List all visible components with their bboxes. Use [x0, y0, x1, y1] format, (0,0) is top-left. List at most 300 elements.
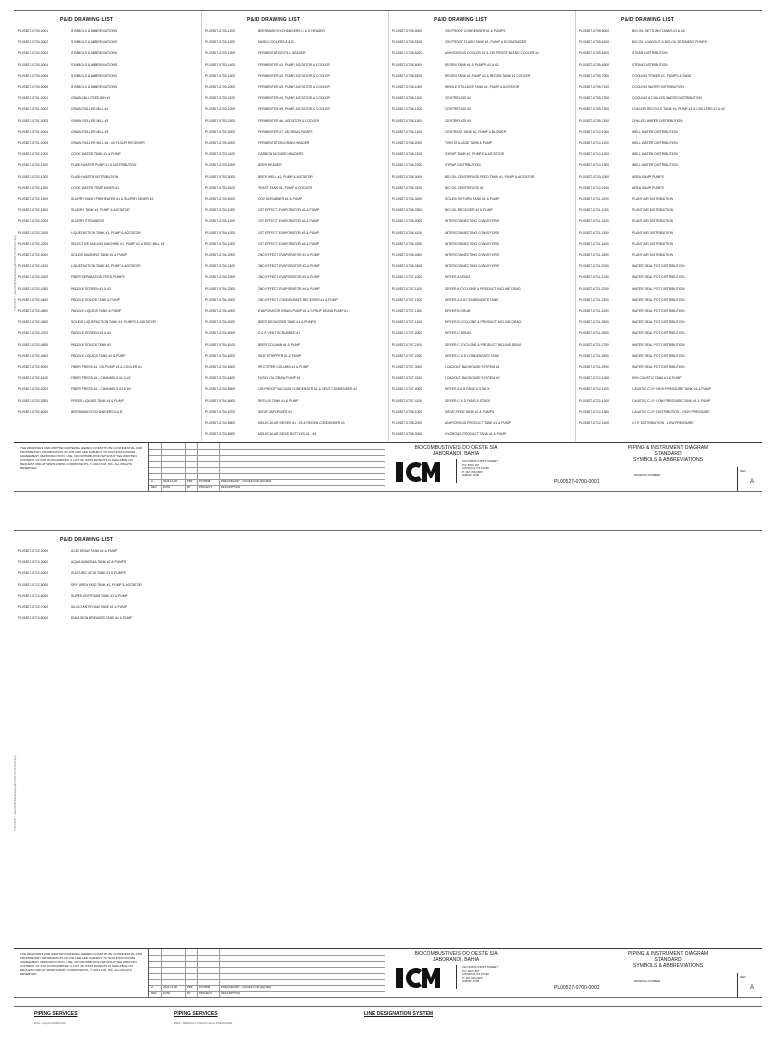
- drawing-list-row: [201, 195, 388, 204]
- drawing-number: PL00527-0702-4400: [18, 297, 49, 302]
- address-line: 310 NORTH FIRST STREET: [462, 965, 498, 969]
- drawing-description: PADDLE LIQUIDS TANK #2 & PUMP: [71, 353, 126, 358]
- drawing-description: DRYER A & B FANS & STACK: [445, 387, 490, 392]
- drawing-number-value: PL00527-0700-0001: [554, 479, 600, 485]
- drawing-description: DRYER A DRUM: [445, 275, 471, 280]
- revision-by: BY: [187, 991, 191, 995]
- revision-desc: DESCRIPTION: [221, 485, 241, 489]
- drawing-list-row: [201, 27, 388, 36]
- drawing-number: PL00527-0712-5000: [18, 582, 49, 587]
- drawing-list-row: [201, 385, 388, 394]
- drawing-list-row: [388, 374, 575, 383]
- drawing-description: WATER SEAL POT DISTRIBUTION: [632, 365, 685, 369]
- drawing-description: FERMENTATION FILL HEADER: [258, 51, 306, 56]
- drawing-list-row: [14, 318, 201, 327]
- drawing-list-row: [575, 128, 762, 137]
- drawing-number: PL00527-0702-1000: [18, 152, 49, 157]
- drawing-number: PL00527-0712-7000: [18, 605, 49, 609]
- drawing-description: PLANT AIR DISTRIBUTION: [632, 230, 673, 235]
- drawing-description: SLURRY TANK #1, PUMP & AGITATOR: [71, 208, 130, 213]
- drawing-description: DRYER B DRUM: [445, 309, 471, 313]
- drawing-list-row: [14, 161, 201, 170]
- drawing-title: [574, 951, 762, 969]
- drawing-list-row: [14, 61, 201, 70]
- drawing-number: PL00527-0704-1100: [205, 219, 235, 224]
- drawing-list-row: [201, 173, 388, 182]
- drawing-number: PL00527-0703-1300: [205, 51, 236, 56]
- drawing-list-row: [388, 385, 575, 394]
- drawing-description: BEER WELL #1, PUMP & AGITATOR: [258, 174, 313, 179]
- drawing-list-row: [201, 240, 388, 249]
- drawing-list-row: [575, 27, 762, 36]
- drawing-description: MOLECULAR SIEVE BOTTLES #1 - #3: [258, 432, 317, 437]
- revision-rev: REV: [151, 485, 157, 489]
- drawing-description: SIEVE VAPORIZER #1: [258, 409, 293, 414]
- drawing-number: PL00527-0704-2000: [205, 253, 236, 257]
- drawing-description: CAUSTIC C.I.P. LOW PRESSURE TANK #1 & PUMP: [632, 398, 711, 403]
- drawing-list-row: [388, 72, 575, 81]
- drawing-number: PL00527-0706-2000: [392, 141, 423, 145]
- drawing-list-row: [388, 307, 575, 316]
- drawing-description: SYMBOLS & ABBREVIATIONS: [71, 85, 118, 89]
- drawing-list-row: [388, 161, 575, 170]
- drawing-number: PL00527-0711-1500: [579, 253, 609, 257]
- drawing-description: PLANT AIR DISTRIBUTION: [632, 219, 673, 224]
- drawing-description: CAUSTIC C.I.P. HIGH PRESSURE TANK #1 & PUMP: [632, 387, 711, 392]
- drawing-number: PL00527-0704-6500: [205, 387, 236, 392]
- drawing-description: DRY UREA SKID TANK #1, PUMP & AGITATOR: [71, 582, 142, 587]
- drawing-list-row: [388, 173, 575, 182]
- drawing-list-row: [14, 329, 201, 338]
- drawing-list-row: [388, 318, 575, 327]
- drawing-description: SIEVE FEED TANK #1 & PUMPS: [445, 409, 495, 414]
- drawing-list-row: [388, 139, 575, 148]
- revision-desc: PRELIMINARY - ISSUED FOR REVIEW: [221, 479, 272, 483]
- client-location: JABORANDI, BAHIA: [432, 957, 480, 963]
- drawing-description: SIDE STRIPPER #1 & PUMP: [258, 353, 302, 358]
- drawing-title-line: SYMBOLS & ABBREVIATIONS: [633, 457, 703, 463]
- drawing-number-label: DRAWING NUMBER: [634, 473, 661, 477]
- drawing-description: C.I.P. DISTRIBUTION - LOW PRESSURE: [632, 421, 694, 425]
- drawing-number-label: DRAWING NUMBER: [634, 979, 661, 983]
- drawing-description: 2ND EFFECT EVAPORATOR #1 & PUMP: [258, 253, 320, 257]
- drawing-number: PL00527-0706-4100: [392, 230, 423, 235]
- drawing-list-row: [201, 139, 388, 148]
- drawing-list-row: [575, 105, 762, 114]
- drawing-number: PL00527-0705-6000: [392, 62, 423, 67]
- drawing-title: [574, 445, 762, 463]
- drawing-number: PL00527-0703-2300: [205, 118, 236, 123]
- drawing-description: FERMENTER #7, #8 DRAIN PUMPS: [258, 129, 313, 134]
- drawing-list-row: [201, 49, 388, 58]
- drawing-description: BEER DEGASSER TANK #1 & PUMPS: [258, 320, 316, 325]
- drawing-description: INTERCONNECTING CONVEYORS: [445, 241, 500, 246]
- drawing-description: CO2 SCRUBBER #1 & PUMP: [258, 197, 303, 201]
- drawing-list-row: [575, 341, 762, 350]
- drawing-number: PL00527-0704-6400: [205, 376, 236, 381]
- drawing-list-row: [14, 38, 201, 47]
- drawing-number: PL00527-0707-1300: [392, 309, 423, 313]
- drawing-number: PL00527-0712-1000: [579, 376, 610, 381]
- drawing-list-row: [201, 105, 388, 114]
- drawing-list-row: [201, 408, 388, 417]
- client-name: [386, 951, 526, 963]
- drawing-description: SYMBOLS & ABBREVIATIONS: [71, 29, 118, 33]
- drawing-description: CENTRIFUGE #2: [445, 107, 472, 112]
- drawing-number: PL00527-0712-1200: [579, 398, 610, 403]
- drawing-number: PL00527-0709-7200: [579, 96, 610, 101]
- drawing-description: STEAM DISTRIBUTION: [632, 51, 668, 56]
- drawing-number: PL00527-0706-4400: [392, 264, 423, 269]
- revision-desc: PRELIMINARY - ISSUED FOR REVIEW: [221, 985, 272, 989]
- line-designation-heading: LINE DESIGNATION SYSTEM: [364, 1011, 434, 1017]
- drawing-list-row: [575, 49, 762, 58]
- drawing-number: PL00527-0704-1000: [205, 208, 236, 213]
- piping-services-heading: PIPING SERVICES: [34, 1011, 78, 1017]
- drawing-description: WATER SEAL POT DISTRIBUTION: [632, 286, 685, 291]
- drawing-description: ANHYDROUS COOLER #1 & 190 PROOF BLEND COOLER #1: [445, 51, 539, 56]
- drawing-number: PL00527-0702-1300: [18, 185, 49, 190]
- drawing-description: 1ST EFFECT EVAPORATOR #3 & PUMP: [258, 230, 320, 235]
- drawing-number: PL00527-0710-1100: [579, 141, 609, 145]
- drawing-list-row: [14, 27, 201, 36]
- revision-column-rule: [219, 443, 220, 491]
- drawing-list-row: [201, 341, 388, 350]
- drawing-number: PL00527-0704-6000: [205, 331, 236, 336]
- drawing-number: PL00527-0700-0002: [18, 40, 49, 45]
- drawing-list-row: [388, 408, 575, 417]
- drawing-number: PL00527-0711-2600: [579, 331, 609, 336]
- drawing-description: THIN STILLAGE TANK & PUMP: [445, 141, 493, 145]
- drawing-number: PL00527-0703-1100: [205, 29, 235, 33]
- drawing-description: SYMBOLS & ABBREVIATIONS: [71, 62, 118, 67]
- drawing-number: PL00527-0702-2000: [18, 219, 49, 224]
- drawing-number: PL00527-0710-1300: [579, 163, 610, 168]
- drawing-list-row: [388, 27, 575, 36]
- drawing-description: COOK WATER TEMP MIXER #1: [71, 185, 120, 190]
- drawing-description: FERMENTER #4, PUMP, AGITATOR & COOLER: [258, 96, 330, 101]
- drawing-number: PL00527-0703-5000: [205, 174, 236, 179]
- drawing-list-row: [388, 397, 575, 406]
- drawing-description: 2ND EFFECT EVAPORATOR #3 & PUMP: [258, 275, 320, 280]
- drawing-description: WATER SEAL POT DISTRIBUTION: [632, 309, 685, 313]
- drawing-list-column: [201, 11, 388, 441]
- icm-logo: [396, 966, 442, 990]
- drawing-number: PL00527-0701-0005: [18, 141, 49, 145]
- drawing-description: STEAM DISTRIBUTION: [632, 62, 668, 67]
- drawing-description: DRYER C DRUM: [445, 331, 471, 336]
- drawing-number: PL00527-0702-4000: [18, 253, 49, 257]
- client-location: JABORANDI, BAHIA: [432, 451, 480, 457]
- drawing-list-row: [201, 329, 388, 338]
- drawing-description: DRYER C & D CONDENSATE TANK: [445, 353, 500, 358]
- drawing-number: PL00527-0702-4900: [18, 353, 49, 358]
- drawing-description: DRYER C & D FANS & STACK: [445, 398, 491, 403]
- drawing-description: AQUA AMMONIA TANK #1 & PUMPS: [71, 560, 127, 565]
- drawing-number: PL00527-0706-3000: [392, 174, 423, 179]
- client-name: [386, 445, 526, 457]
- revision-project: PROJECT: [199, 485, 213, 489]
- drawing-list-row: [575, 408, 762, 417]
- drawing-list-row: [388, 240, 575, 249]
- drawing-list-row: [388, 419, 575, 428]
- drawing-description: 200 PROOF CONDENSER #1 & PUMPS: [445, 29, 506, 33]
- drawing-list-column: [575, 11, 762, 441]
- drawing-list-row: [388, 285, 575, 294]
- drawing-description: SLURRY STRAINERS: [71, 219, 105, 224]
- drawing-sheet-2: [14, 530, 762, 998]
- drawing-list-row: [201, 229, 388, 238]
- drawing-number: PL00527-0703-1400: [205, 62, 236, 67]
- drawing-number: PL00527-0702-5200: [18, 387, 49, 392]
- drawing-number: PL00527-0706-1100: [392, 96, 422, 101]
- drawing-description: GRAIN ROLLER MILL #1: [71, 107, 109, 112]
- revision-column-rule: [185, 949, 186, 997]
- drawing-list-row: [575, 161, 762, 170]
- drawing-number: PL00527-0702-1200: [18, 174, 49, 179]
- revision-column-rule: [197, 949, 198, 997]
- drawing-list-row: [14, 592, 201, 601]
- drawing-number: PL00527-0711-2800: [579, 353, 609, 358]
- drawing-number: PL00527-0707-1000: [392, 275, 423, 280]
- drawing-description: COOK WATER TANK #1 & PUMP: [71, 152, 121, 157]
- drawing-number: PL00527-0711-2100: [579, 275, 609, 280]
- drawing-number: PL00527-0702-4700: [18, 331, 49, 336]
- drawing-list-row: [575, 72, 762, 81]
- drawing-list-row: [575, 61, 762, 70]
- drawing-list-row: [201, 430, 388, 439]
- drawing-list-title: P&ID DRAWING LIST: [621, 17, 675, 23]
- drawing-number: PL00527-0704-1200: [205, 230, 236, 235]
- piping-services-heading-2: PIPING SERVICES: [174, 1011, 218, 1017]
- drawing-list-row: [14, 83, 201, 92]
- drawing-title-line: PIPING & INSTRUMENT DIAGRAM: [627, 445, 709, 451]
- drawing-number: PL00527-0704-3000: [205, 297, 236, 302]
- drawing-number: PL00527-0701-0001: [18, 96, 49, 101]
- drawing-list-row: [575, 229, 762, 238]
- drawing-description: FIBER PRESS #1, OIL PUMP #1 & COOLER #1: [71, 365, 142, 369]
- drawing-number: PL00527-0703-2200: [205, 107, 236, 112]
- drawing-description: FERMENTER #2, PUMP, AGITATOR & COOLER: [258, 73, 330, 78]
- drawing-list-row: [14, 547, 201, 556]
- revision-column-rule: [197, 443, 198, 491]
- address-line: ICMINC.COM: [462, 979, 480, 984]
- drawing-description: SOLIDS RETURN TANK #1 & PUMP: [445, 197, 500, 201]
- drawing-list-row: [14, 603, 201, 612]
- drawing-list-row: [14, 374, 201, 383]
- drawing-number: PL00527-0706-1000: [392, 85, 423, 89]
- drawing-number: PL00527-0700-0003: [18, 51, 49, 56]
- drawing-list-row: [388, 83, 575, 92]
- drawing-number: PL00527-0704-2300: [205, 286, 236, 291]
- file-path-label: C:\PL00527 - Jaborandi\P&ID\Drawings\PL00527-0700-0001.dwg: [14, 235, 17, 311]
- drawing-list-row: [201, 374, 388, 383]
- drawing-list-row: [388, 206, 575, 215]
- drawing-description: 190 PROOF VACUUM CONDENSER #1 & VENT CONDENSER #1: [258, 387, 357, 392]
- drawing-list-row: [388, 262, 575, 271]
- revision-column-rule: [161, 443, 162, 491]
- revision-rev: A: [151, 985, 153, 989]
- drawing-list-row: [201, 296, 388, 305]
- title-block: [14, 948, 762, 997]
- drawing-description: WATER SEAL POT DISTRIBUTION: [632, 275, 685, 280]
- drawing-number: PL00527-0711-2900: [579, 365, 609, 369]
- drawing-description: WATER SEAL POT DISTRIBUTION: [632, 320, 685, 325]
- drawing-number: PL00527-0704-6700: [205, 409, 236, 414]
- drawing-list-row: [14, 49, 201, 58]
- drawing-list-row: [388, 352, 575, 361]
- drawing-title-line: SYMBOLS & ABBREVIATIONS: [633, 963, 703, 969]
- drawing-list-row: [201, 217, 388, 226]
- revision-column-rule: [219, 949, 220, 997]
- drawing-number: PL00527-0703-1500: [205, 73, 236, 78]
- drawing-description: CARBON DIOXIDE HEADERS: [258, 152, 304, 157]
- drawing-description: SOLIDS LIQUEFACTION TANK #1, PUMPS & AGITATOR: [71, 320, 156, 325]
- drawing-description: SUPER ANTIFOAM TANK #1 & PUMP: [71, 593, 128, 598]
- drawing-number: PL00527-0711-2300: [579, 297, 609, 302]
- drawing-number: PL00527-0710-2000: [579, 174, 610, 179]
- drawing-list-row: [14, 173, 201, 182]
- drawing-description: CAUSTIC C.I.P. DISTRIBUTION - HIGH PRESSURE: [632, 409, 710, 414]
- drawing-number: PL00527-0702-1100: [18, 163, 48, 168]
- drawing-number: PL00527-0705-5000: [392, 29, 423, 33]
- drawing-number: PL00527-0701-0002: [18, 107, 49, 112]
- revision-rev: REV: [151, 991, 157, 995]
- drawing-description: CHILLED WATER DISTRIBUTION: [632, 118, 683, 123]
- drawing-list-row: [14, 408, 201, 417]
- drawing-description: DRYER A & B CONDENSATE TANK: [445, 297, 499, 302]
- drawing-number: PL00527-0704-6200: [205, 353, 236, 358]
- drawing-description: EVAPORATOR DRAIN PUMP #1 & SYRUP DRAIN PUMP #1: [258, 309, 348, 313]
- drawing-number: PL00527-0711-2500: [579, 320, 609, 325]
- drawing-list-row: [575, 240, 762, 249]
- drawing-list-title: P&ID DRAWING LIST: [434, 17, 488, 23]
- drawing-list-row: [575, 352, 762, 361]
- drawing-title-line: STANDARD: [654, 451, 682, 457]
- drawing-number: PL00527-0702-4100: [18, 264, 49, 269]
- client-company: BIOCOMBUSTIVEIS DO OESTE S/A: [414, 445, 498, 451]
- drawing-description: SYRUP DISTRIBUTION: [445, 163, 481, 168]
- column-divider: [575, 11, 576, 441]
- address-line: P: 316.796.0900: [462, 975, 483, 980]
- drawing-list-row: [388, 117, 575, 126]
- drawing-description: GRAIN MILL FEED BIN #1: [71, 96, 111, 101]
- drawing-number: PL00527-0704-2200: [205, 275, 236, 280]
- drawing-list-row: [575, 374, 762, 383]
- drawing-number: PL00527-0707-3000: [392, 365, 423, 369]
- drawing-number: PL00527-0708-3000: [392, 432, 423, 437]
- drawing-description: CHILLER RECYCLE TANK #1, PUMP #1 & CHILLERS #1 & #2: [632, 107, 725, 112]
- drawing-number: PL00527-0702-2100: [18, 230, 49, 235]
- drawing-list-row: [388, 296, 575, 305]
- drawing-description: SILICO ANTIFOAM TANK #1 & PUMP: [71, 605, 128, 609]
- drawing-list-row: [388, 150, 575, 159]
- drawing-description: PADDLE SCREEN #1 & #2: [71, 286, 111, 291]
- drawing-description: ACID DRAW TANK #1 & PUMP: [71, 549, 118, 553]
- drawing-list-column: [14, 531, 201, 961]
- drawing-description: DRYER A CYCLONE & PRODUCT INCLINE DRAG: [445, 286, 521, 291]
- drawing-number: PL00527-0704-6300: [205, 365, 236, 369]
- drawing-description: FIBER SEPARATION FEED PUMPS: [71, 275, 125, 280]
- drawing-list-row: [575, 173, 762, 182]
- drawing-description: INTERCONNECTING CONVEYORS: [445, 264, 500, 269]
- drawing-number: PL00527-0708-2000: [392, 421, 423, 425]
- address-line: P: 316.796.0900: [462, 469, 483, 474]
- drawing-number: PL00527-0706-1300: [392, 118, 423, 123]
- drawing-description: 2ND EFFECT EVAPORATOR #4 & PUMP: [258, 286, 320, 291]
- drawing-list-row: [575, 83, 762, 92]
- drawing-number: PL00527-0702-4200: [18, 275, 49, 280]
- drawing-number: PL00527-0702-5300: [18, 398, 49, 403]
- drawing-list-row: [14, 558, 201, 567]
- drawing-list-row: [575, 262, 762, 271]
- revision-column-rule: [185, 443, 186, 491]
- drawing-list-row: [575, 363, 762, 372]
- rev-value: A: [749, 479, 754, 485]
- drawing-list-row: [14, 273, 201, 282]
- drawing-list-row: [14, 352, 201, 361]
- drawing-number: PL00527-0711-2700: [579, 342, 609, 347]
- drawing-number: PL00527-0706-4200: [392, 241, 423, 246]
- drawing-description: 50% CAUSTIC TANK #1 & PUMP: [632, 376, 682, 381]
- drawing-description: SULFURIC ACID TANK #1 & PUMPS: [71, 571, 126, 576]
- drawing-number: PL00527-0700-0001: [18, 29, 49, 33]
- drawing-number: PL00527-0707-4100: [392, 398, 423, 403]
- drawing-number: PL00527-0703-6000: [205, 197, 236, 201]
- drawing-list-row: [575, 285, 762, 294]
- drawing-list-column: [14, 11, 201, 441]
- drawing-description: COOLING WATER DISTRIBUTION: [632, 85, 684, 89]
- drawing-number: PL00527-0703-4200: [205, 163, 236, 168]
- drawing-description: WELL WATER DISTRIBUTION: [632, 152, 678, 157]
- drawing-number: PL00527-0702-1400: [18, 197, 49, 201]
- drawing-description: CENTRATE TANK #1, PUMP & BLOWER: [445, 129, 507, 134]
- column-divider: [388, 11, 389, 441]
- drawing-number: PL00527-0710-1200: [579, 152, 610, 157]
- drawing-number: PL00527-0704-5000: [205, 320, 236, 325]
- drawing-description: PADDLE LIQUIDS TANK & PUMP: [71, 309, 122, 313]
- revision-column-rule: [161, 949, 162, 997]
- drawing-list-row: [388, 195, 575, 204]
- revision-by: BY: [187, 485, 191, 489]
- drawing-list-row: [14, 206, 201, 215]
- drawing-number: PL00527-0711-2400: [579, 309, 609, 313]
- drawing-list-row: [14, 397, 201, 406]
- drawing-description: BIO OIL CENTRIFUGE #1: [445, 185, 484, 190]
- drawing-list-row: [201, 285, 388, 294]
- drawing-number: PL00527-0702-4800: [18, 342, 49, 347]
- drawing-number: PL00527-0712-4000: [18, 571, 49, 576]
- drawing-description: FLASH WATER PUMP #1 & DISTRIBUTION: [71, 163, 137, 168]
- drawing-list-row: [201, 128, 388, 137]
- column-divider: [201, 11, 202, 441]
- drawing-list-row: [575, 117, 762, 126]
- revision-table: [148, 949, 385, 997]
- drawing-list-row: [575, 195, 762, 204]
- drawing-list-row: [388, 229, 575, 238]
- drawing-description: YEAST TANK #1, PUMP & COOLER: [258, 185, 312, 190]
- drawing-number-value: PL00527-0700-0002: [554, 985, 600, 991]
- revision-project: PL00598: [199, 985, 211, 989]
- drawing-list-row: [14, 262, 201, 271]
- drawing-description: BIO OIL CENTRIFUGE FEED TANK #1, PUMP & AGITATOR: [445, 174, 535, 179]
- address-line: COLWICH, KS 67030: [462, 972, 489, 977]
- drawing-number: PL00527-0702-5000: [18, 365, 49, 369]
- drawing-number: PL00527-0712-3000: [18, 560, 49, 565]
- drawing-list-row: [575, 206, 762, 215]
- revision-date: DATE: [163, 991, 171, 995]
- piping-service-item: BRH - BREACH STEAM HIGH PRESSURE: [174, 1021, 233, 1025]
